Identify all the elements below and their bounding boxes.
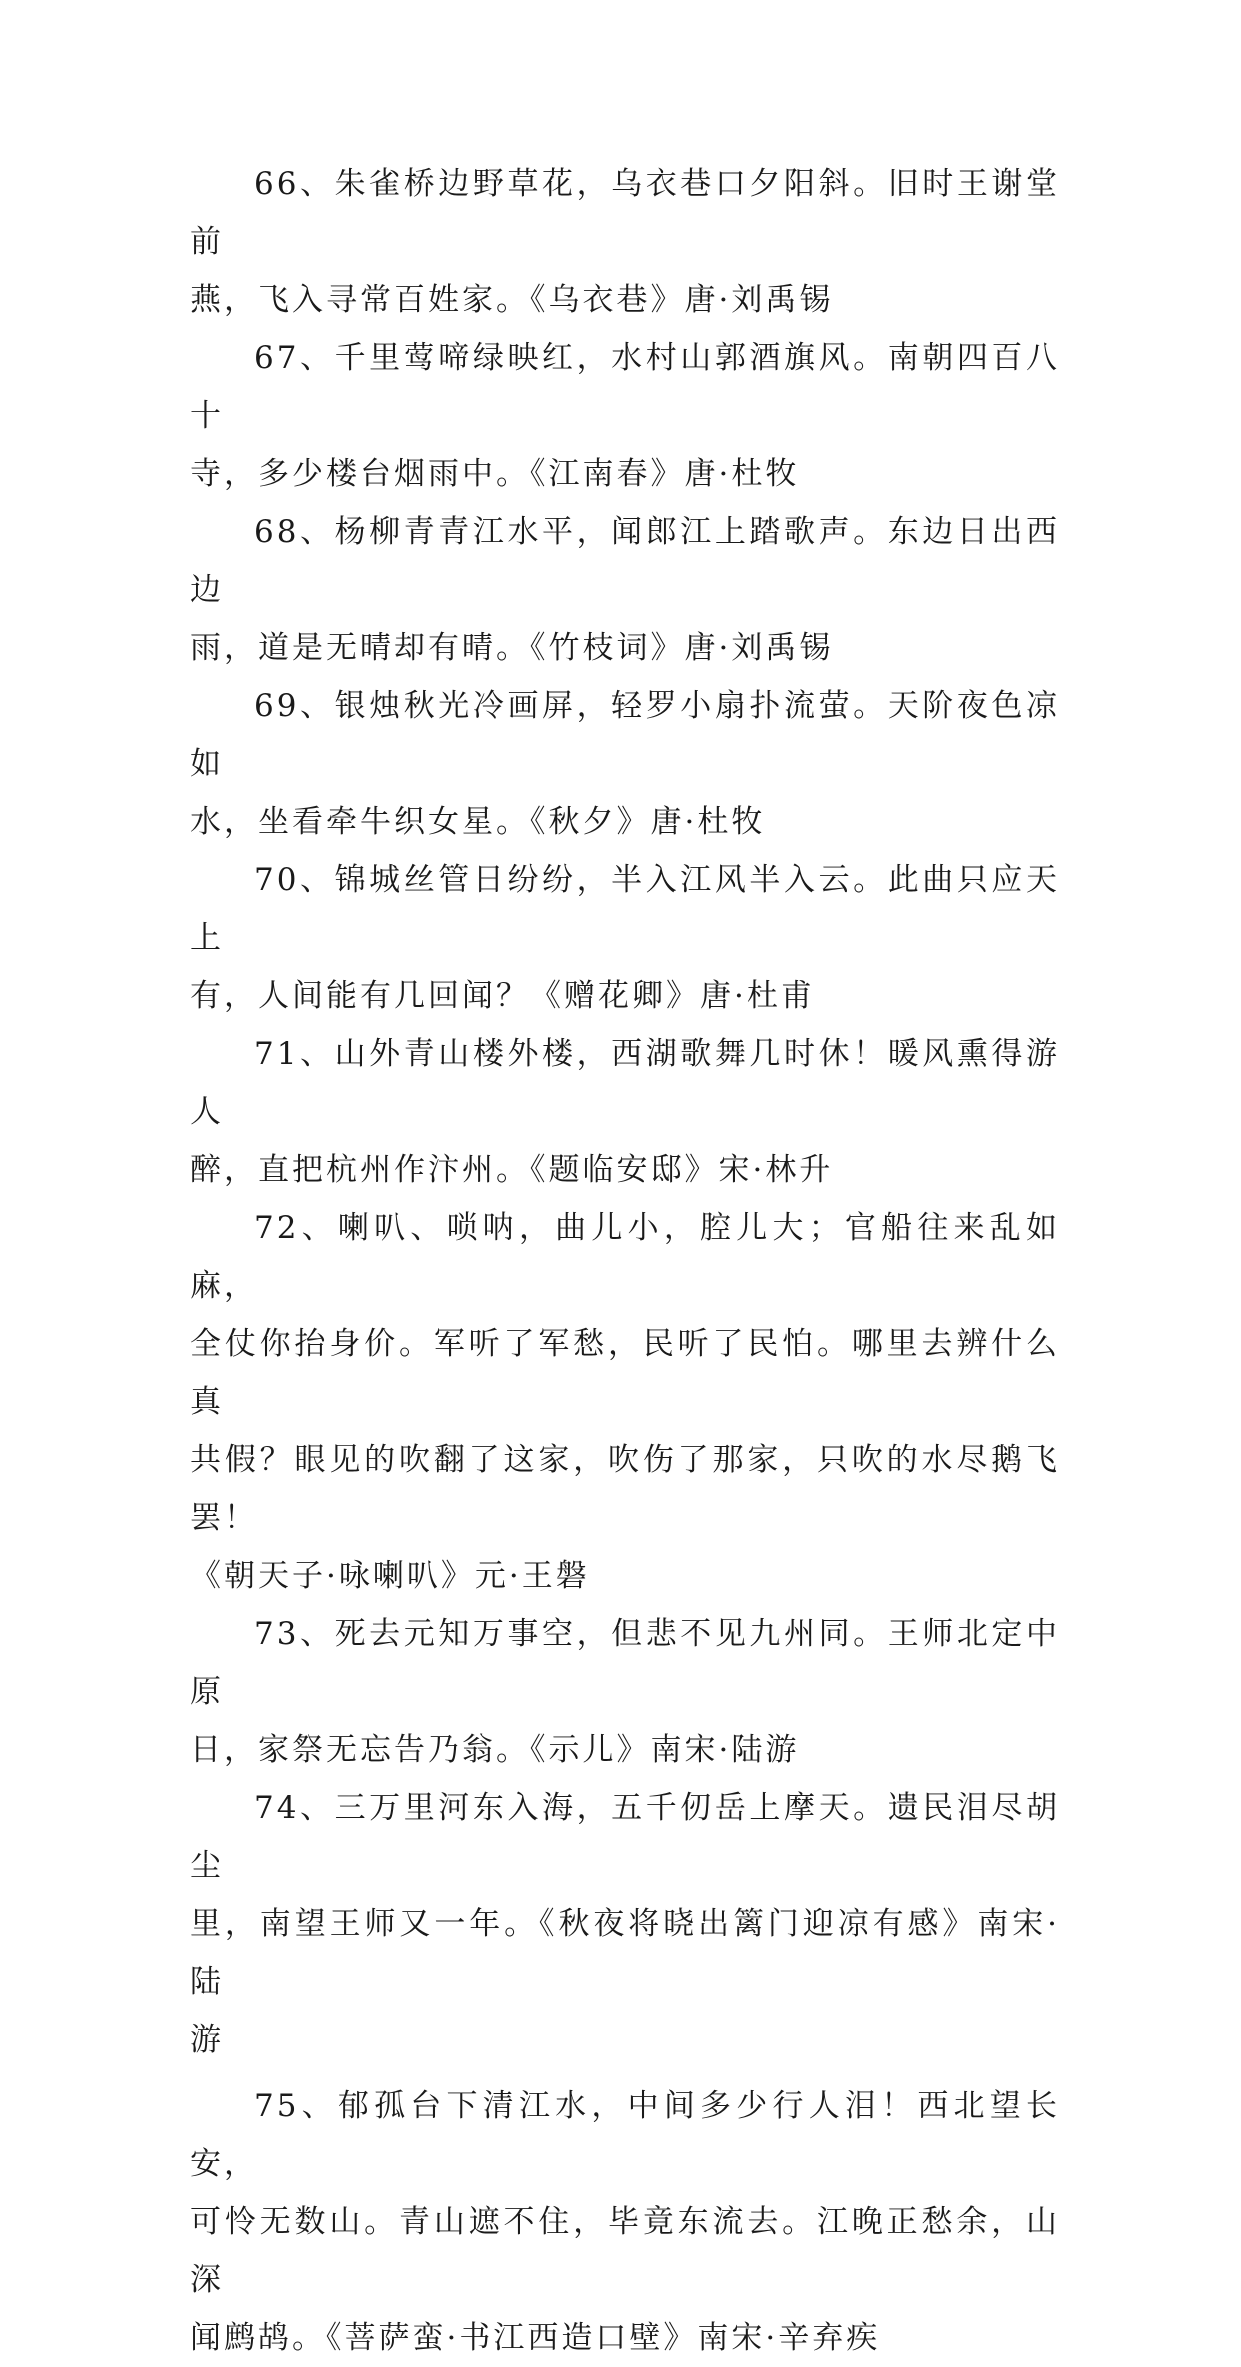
poem-line: 66、朱雀桥边野草花，乌衣巷口夕阳斜。旧时王谢堂前: [190, 166, 1060, 260]
poem-line: 共假？眼见的吹翻了这家，吹伤了那家，只吹的水尽鹅飞罢！: [190, 1442, 1060, 1536]
poem-line: 《朝天子·咏喇叭》元·王磐: [190, 1558, 590, 1594]
poem-74: [190, 1779, 1060, 2069]
poem-68: [190, 503, 1060, 677]
poem-line: 71、山外青山楼外楼，西湖歌舞几时休！暖风熏得游人: [190, 1036, 1060, 1130]
poem-line: 75、郁孤台下清江水，中间多少行人泪！西北望长安，: [190, 2088, 1060, 2182]
poem-line: 68、杨柳青青江水平，闻郎江上踏歌声。东边日出西边: [190, 514, 1060, 608]
poem-line: 全仗你抬身价。军听了军愁，民听了民怕。哪里去辨什么真: [190, 1326, 1060, 1420]
poem-70: [190, 851, 1060, 1025]
poem-73: [190, 1605, 1060, 1779]
poem-66: [190, 155, 1060, 329]
poem-line: 70、锦城丝管日纷纷，半入江风半入云。此曲只应天上: [190, 862, 1060, 956]
poem-72: [190, 1199, 1060, 1605]
poem-line: 燕，飞入寻常百姓家。《乌衣巷》唐·刘禹锡: [190, 282, 834, 318]
poem-line: 67、千里莺啼绿映红，水村山郭酒旗风。南朝四百八十: [190, 340, 1060, 434]
poem-71: [190, 1025, 1060, 1199]
poem-line: 寺，多少楼台烟雨中。《江南春》唐·杜牧: [190, 456, 800, 492]
poem-list: [190, 155, 1060, 2367]
poem-75: [190, 2077, 1060, 2367]
poem-line: 闻鹧鸪。《菩萨蛮·书江西造口壁》南宋·辛弃疾: [190, 2320, 881, 2356]
poem-line: 醉，直把杭州作汴州。《题临安邸》宋·林升: [190, 1152, 834, 1188]
poem-line: 73、死去元知万事空，但悲不见九州同。王师北定中原: [190, 1616, 1060, 1710]
poem-line: 游: [190, 2022, 224, 2058]
poem-line: 可怜无数山。青山遮不住，毕竟东流去。江晚正愁余，山深: [190, 2204, 1060, 2298]
poem-line: 有，人间能有几回闻？《赠花卿》唐·杜甫: [190, 978, 815, 1014]
poem-line: 69、银烛秋光冷画屏，轻罗小扇扑流萤。天阶夜色凉如: [190, 688, 1060, 782]
poem-line: 74、三万里河东入海，五千仞岳上摩天。遗民泪尽胡尘: [190, 1790, 1060, 1884]
poem-line: 水，坐看牵牛织女星。《秋夕》唐·杜牧: [190, 804, 766, 840]
poem-67: [190, 329, 1060, 503]
poem-line: 72、喇叭、唢呐，曲儿小，腔儿大；官船往来乱如麻，: [190, 1210, 1060, 1304]
poem-line: 雨，道是无晴却有晴。《竹枝词》唐·刘禹锡: [190, 630, 834, 666]
poem-69: [190, 677, 1060, 851]
poem-line: 里，南望王师又一年。《秋夜将晓出篱门迎凉有感》南宋·陆: [190, 1906, 1060, 2000]
poem-line: 日，家祭无忘告乃翁。《示儿》南宋·陆游: [190, 1732, 800, 1768]
